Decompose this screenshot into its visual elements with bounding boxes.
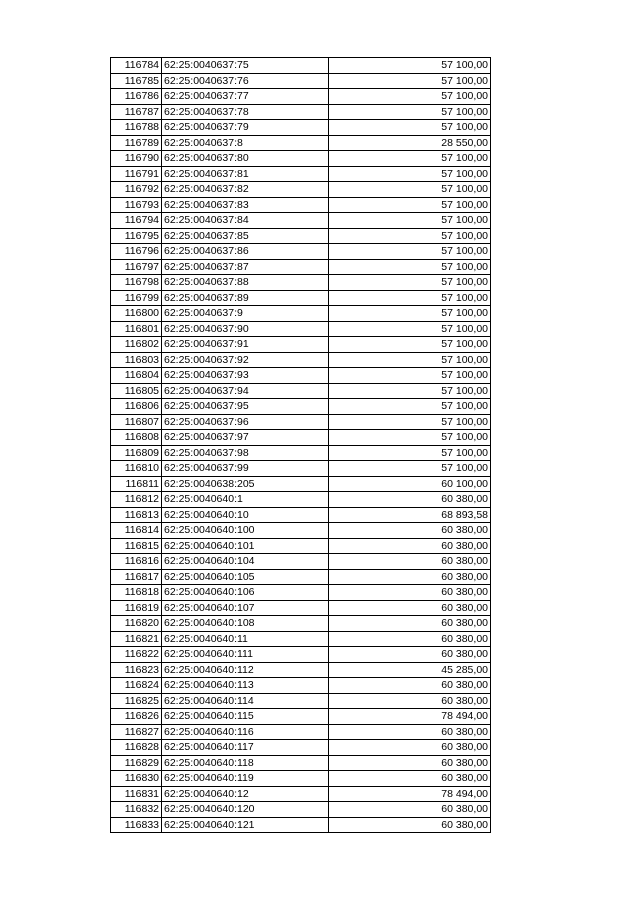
row-number-cell: 116821 bbox=[111, 631, 162, 647]
cadastral-number-cell: 62:25:0040640:11 bbox=[162, 631, 329, 647]
table-row bbox=[111, 569, 491, 585]
row-number-cell: 116802 bbox=[111, 337, 162, 353]
row-number-cell: 116831 bbox=[111, 786, 162, 802]
cadastral-value-cell: 57 100,00 bbox=[329, 368, 491, 384]
row-number-cell: 116813 bbox=[111, 507, 162, 523]
cadastral-number-cell: 62:25:0040637:89 bbox=[162, 290, 329, 306]
table-row bbox=[111, 290, 491, 306]
cadastral-value-cell: 57 100,00 bbox=[329, 73, 491, 89]
table-row bbox=[111, 352, 491, 368]
row-number-cell: 116784 bbox=[111, 58, 162, 74]
table-row bbox=[111, 786, 491, 802]
cadastral-value-cell: 57 100,00 bbox=[329, 151, 491, 167]
cadastral-number-cell: 62:25:0040637:77 bbox=[162, 89, 329, 105]
row-number-cell: 116806 bbox=[111, 399, 162, 415]
table-row bbox=[111, 492, 491, 508]
table-row bbox=[111, 135, 491, 151]
cadastral-number-cell: 62:25:0040640:12 bbox=[162, 786, 329, 802]
table-row bbox=[111, 228, 491, 244]
cadastral-number-cell: 62:25:0040637:80 bbox=[162, 151, 329, 167]
table-row bbox=[111, 321, 491, 337]
row-number-cell: 116791 bbox=[111, 166, 162, 182]
cadastral-value-cell: 60 380,00 bbox=[329, 740, 491, 756]
cadastral-number-cell: 62:25:0040640:111 bbox=[162, 647, 329, 663]
table-row bbox=[111, 523, 491, 539]
table-row bbox=[111, 817, 491, 833]
table-row bbox=[111, 693, 491, 709]
cadastral-value-cell: 60 380,00 bbox=[329, 523, 491, 539]
row-number-cell: 116788 bbox=[111, 120, 162, 136]
table-row bbox=[111, 166, 491, 182]
row-number-cell: 116786 bbox=[111, 89, 162, 105]
row-number-cell: 116823 bbox=[111, 662, 162, 678]
table-row bbox=[111, 430, 491, 446]
cadastral-number-cell: 62:25:0040640:108 bbox=[162, 616, 329, 632]
cadastral-number-cell: 62:25:0040640:118 bbox=[162, 755, 329, 771]
cadastral-number-cell: 62:25:0040637:99 bbox=[162, 461, 329, 477]
cadastral-number-cell: 62:25:0040640:121 bbox=[162, 817, 329, 833]
cadastral-value-cell: 60 380,00 bbox=[329, 631, 491, 647]
cadastral-value-cell: 60 380,00 bbox=[329, 492, 491, 508]
cadastral-number-cell: 62:25:0040640:112 bbox=[162, 662, 329, 678]
row-number-cell: 116815 bbox=[111, 538, 162, 554]
cadastral-number-cell: 62:25:0040637:82 bbox=[162, 182, 329, 198]
table-row bbox=[111, 771, 491, 787]
table-row bbox=[111, 213, 491, 229]
cadastral-value-cell: 57 100,00 bbox=[329, 166, 491, 182]
cadastral-number-cell: 62:25:0040640:104 bbox=[162, 554, 329, 570]
table-row bbox=[111, 275, 491, 291]
cadastral-value-cell: 60 380,00 bbox=[329, 569, 491, 585]
row-number-cell: 116828 bbox=[111, 740, 162, 756]
row-number-cell: 116812 bbox=[111, 492, 162, 508]
row-number-cell: 116789 bbox=[111, 135, 162, 151]
cadastral-number-cell: 62:25:0040637:81 bbox=[162, 166, 329, 182]
row-number-cell: 116808 bbox=[111, 430, 162, 446]
table-row bbox=[111, 538, 491, 554]
cadastral-number-cell: 62:25:0040637:87 bbox=[162, 259, 329, 275]
row-number-cell: 116807 bbox=[111, 414, 162, 430]
row-number-cell: 116787 bbox=[111, 104, 162, 120]
cadastral-value-cell: 57 100,00 bbox=[329, 275, 491, 291]
cadastral-value-cell: 60 380,00 bbox=[329, 802, 491, 818]
cadastral-value-cell: 57 100,00 bbox=[329, 461, 491, 477]
row-number-cell: 116814 bbox=[111, 523, 162, 539]
cadastral-value-table bbox=[110, 57, 491, 833]
cadastral-value-cell: 57 100,00 bbox=[329, 213, 491, 229]
row-number-cell: 116785 bbox=[111, 73, 162, 89]
row-number-cell: 116822 bbox=[111, 647, 162, 663]
cadastral-number-cell: 62:25:0040638:205 bbox=[162, 476, 329, 492]
table-row bbox=[111, 647, 491, 663]
row-number-cell: 116790 bbox=[111, 151, 162, 167]
cadastral-number-cell: 62:25:0040637:78 bbox=[162, 104, 329, 120]
cadastral-value-cell: 57 100,00 bbox=[329, 321, 491, 337]
cadastral-number-cell: 62:25:0040640:107 bbox=[162, 600, 329, 616]
cadastral-value-cell: 45 285,00 bbox=[329, 662, 491, 678]
table-row bbox=[111, 616, 491, 632]
table-row bbox=[111, 445, 491, 461]
table-row bbox=[111, 58, 491, 74]
cadastral-value-cell: 60 100,00 bbox=[329, 476, 491, 492]
cadastral-value-cell: 57 100,00 bbox=[329, 259, 491, 275]
cadastral-value-cell: 60 380,00 bbox=[329, 600, 491, 616]
table-row bbox=[111, 802, 491, 818]
cadastral-number-cell: 62:25:0040637:75 bbox=[162, 58, 329, 74]
row-number-cell: 116798 bbox=[111, 275, 162, 291]
cadastral-value-cell: 60 380,00 bbox=[329, 678, 491, 694]
cadastral-value-cell: 60 380,00 bbox=[329, 647, 491, 663]
row-number-cell: 116832 bbox=[111, 802, 162, 818]
row-number-cell: 116792 bbox=[111, 182, 162, 198]
table-row bbox=[111, 414, 491, 430]
row-number-cell: 116797 bbox=[111, 259, 162, 275]
cadastral-value-cell: 60 380,00 bbox=[329, 585, 491, 601]
table-row bbox=[111, 244, 491, 260]
row-number-cell: 116799 bbox=[111, 290, 162, 306]
cadastral-value-cell: 60 380,00 bbox=[329, 616, 491, 632]
cadastral-number-cell: 62:25:0040637:90 bbox=[162, 321, 329, 337]
row-number-cell: 116819 bbox=[111, 600, 162, 616]
row-number-cell: 116805 bbox=[111, 383, 162, 399]
cadastral-value-cell: 57 100,00 bbox=[329, 182, 491, 198]
cadastral-number-cell: 62:25:0040637:86 bbox=[162, 244, 329, 260]
table-row bbox=[111, 662, 491, 678]
row-number-cell: 116826 bbox=[111, 709, 162, 725]
row-number-cell: 116820 bbox=[111, 616, 162, 632]
row-number-cell: 116818 bbox=[111, 585, 162, 601]
row-number-cell: 116809 bbox=[111, 445, 162, 461]
cadastral-number-cell: 62:25:0040637:84 bbox=[162, 213, 329, 229]
cadastral-number-cell: 62:25:0040640:1 bbox=[162, 492, 329, 508]
cadastral-number-cell: 62:25:0040637:94 bbox=[162, 383, 329, 399]
cadastral-value-cell: 57 100,00 bbox=[329, 337, 491, 353]
cadastral-number-cell: 62:25:0040640:115 bbox=[162, 709, 329, 725]
cadastral-number-cell: 62:25:0040637:92 bbox=[162, 352, 329, 368]
cadastral-value-cell: 57 100,00 bbox=[329, 104, 491, 120]
row-number-cell: 116817 bbox=[111, 569, 162, 585]
cadastral-number-cell: 62:25:0040640:106 bbox=[162, 585, 329, 601]
cadastral-number-cell: 62:25:0040637:91 bbox=[162, 337, 329, 353]
cadastral-value-cell: 28 550,00 bbox=[329, 135, 491, 151]
cadastral-number-cell: 62:25:0040640:100 bbox=[162, 523, 329, 539]
table-row bbox=[111, 399, 491, 415]
table-row bbox=[111, 678, 491, 694]
cadastral-number-cell: 62:25:0040637:83 bbox=[162, 197, 329, 213]
cadastral-value-cell: 60 380,00 bbox=[329, 693, 491, 709]
cadastral-number-cell: 62:25:0040640:116 bbox=[162, 724, 329, 740]
cadastral-number-cell: 62:25:0040640:10 bbox=[162, 507, 329, 523]
row-number-cell: 116827 bbox=[111, 724, 162, 740]
table-row bbox=[111, 709, 491, 725]
row-number-cell: 116816 bbox=[111, 554, 162, 570]
cadastral-number-cell: 62:25:0040640:120 bbox=[162, 802, 329, 818]
table-row bbox=[111, 755, 491, 771]
row-number-cell: 116793 bbox=[111, 197, 162, 213]
table-row bbox=[111, 585, 491, 601]
cadastral-value-cell: 57 100,00 bbox=[329, 414, 491, 430]
table-row bbox=[111, 151, 491, 167]
cadastral-value-cell: 78 494,00 bbox=[329, 709, 491, 725]
cadastral-number-cell: 62:25:0040637:95 bbox=[162, 399, 329, 415]
cadastral-value-cell: 57 100,00 bbox=[329, 445, 491, 461]
row-number-cell: 116803 bbox=[111, 352, 162, 368]
table-row bbox=[111, 120, 491, 136]
cadastral-number-cell: 62:25:0040637:96 bbox=[162, 414, 329, 430]
cadastral-number-cell: 62:25:0040637:79 bbox=[162, 120, 329, 136]
cadastral-number-cell: 62:25:0040637:93 bbox=[162, 368, 329, 384]
table-row bbox=[111, 197, 491, 213]
cadastral-number-cell: 62:25:0040637:88 bbox=[162, 275, 329, 291]
table-row bbox=[111, 383, 491, 399]
cadastral-number-cell: 62:25:0040640:114 bbox=[162, 693, 329, 709]
cadastral-value-cell: 57 100,00 bbox=[329, 290, 491, 306]
table-row bbox=[111, 182, 491, 198]
cadastral-number-cell: 62:25:0040637:97 bbox=[162, 430, 329, 446]
table-row bbox=[111, 461, 491, 477]
row-number-cell: 116824 bbox=[111, 678, 162, 694]
table-row bbox=[111, 724, 491, 740]
row-number-cell: 116801 bbox=[111, 321, 162, 337]
cadastral-value-cell: 60 380,00 bbox=[329, 538, 491, 554]
cadastral-number-cell: 62:25:0040640:117 bbox=[162, 740, 329, 756]
table-row bbox=[111, 600, 491, 616]
cadastral-value-cell: 60 380,00 bbox=[329, 554, 491, 570]
cadastral-number-cell: 62:25:0040637:98 bbox=[162, 445, 329, 461]
cadastral-value-cell: 57 100,00 bbox=[329, 228, 491, 244]
row-number-cell: 116829 bbox=[111, 755, 162, 771]
row-number-cell: 116796 bbox=[111, 244, 162, 260]
row-number-cell: 116795 bbox=[111, 228, 162, 244]
cadastral-value-cell: 57 100,00 bbox=[329, 89, 491, 105]
cadastral-number-cell: 62:25:0040640:113 bbox=[162, 678, 329, 694]
cadastral-value-cell: 57 100,00 bbox=[329, 197, 491, 213]
cadastral-value-cell: 57 100,00 bbox=[329, 399, 491, 415]
cadastral-number-cell: 62:25:0040637:85 bbox=[162, 228, 329, 244]
table-row bbox=[111, 104, 491, 120]
table-row bbox=[111, 631, 491, 647]
table-row bbox=[111, 368, 491, 384]
cadastral-value-cell: 57 100,00 bbox=[329, 383, 491, 399]
table-row bbox=[111, 554, 491, 570]
cadastral-value-cell: 57 100,00 bbox=[329, 352, 491, 368]
cadastral-value-cell: 57 100,00 bbox=[329, 306, 491, 322]
cadastral-number-cell: 62:25:0040637:8 bbox=[162, 135, 329, 151]
table-row bbox=[111, 89, 491, 105]
cadastral-value-cell: 57 100,00 bbox=[329, 430, 491, 446]
table-row bbox=[111, 476, 491, 492]
table-body bbox=[111, 58, 491, 833]
row-number-cell: 116800 bbox=[111, 306, 162, 322]
row-number-cell: 116833 bbox=[111, 817, 162, 833]
cadastral-number-cell: 62:25:0040637:76 bbox=[162, 73, 329, 89]
table-row bbox=[111, 73, 491, 89]
row-number-cell: 116830 bbox=[111, 771, 162, 787]
cadastral-value-cell: 60 380,00 bbox=[329, 771, 491, 787]
cadastral-number-cell: 62:25:0040640:101 bbox=[162, 538, 329, 554]
cadastral-number-cell: 62:25:0040640:105 bbox=[162, 569, 329, 585]
row-number-cell: 116825 bbox=[111, 693, 162, 709]
cadastral-number-cell: 62:25:0040640:119 bbox=[162, 771, 329, 787]
cadastral-value-cell: 68 893,58 bbox=[329, 507, 491, 523]
row-number-cell: 116804 bbox=[111, 368, 162, 384]
cadastral-value-cell: 78 494,00 bbox=[329, 786, 491, 802]
cadastral-value-cell: 60 380,00 bbox=[329, 724, 491, 740]
row-number-cell: 116810 bbox=[111, 461, 162, 477]
cadastral-value-cell: 60 380,00 bbox=[329, 817, 491, 833]
table-row bbox=[111, 507, 491, 523]
cadastral-value-cell: 60 380,00 bbox=[329, 755, 491, 771]
cadastral-value-cell: 57 100,00 bbox=[329, 58, 491, 74]
table-row bbox=[111, 337, 491, 353]
cadastral-value-cell: 57 100,00 bbox=[329, 120, 491, 136]
table-row bbox=[111, 740, 491, 756]
table-row bbox=[111, 306, 491, 322]
row-number-cell: 116794 bbox=[111, 213, 162, 229]
row-number-cell: 116811 bbox=[111, 476, 162, 492]
cadastral-value-cell: 57 100,00 bbox=[329, 244, 491, 260]
table-row bbox=[111, 259, 491, 275]
cadastral-number-cell: 62:25:0040637:9 bbox=[162, 306, 329, 322]
